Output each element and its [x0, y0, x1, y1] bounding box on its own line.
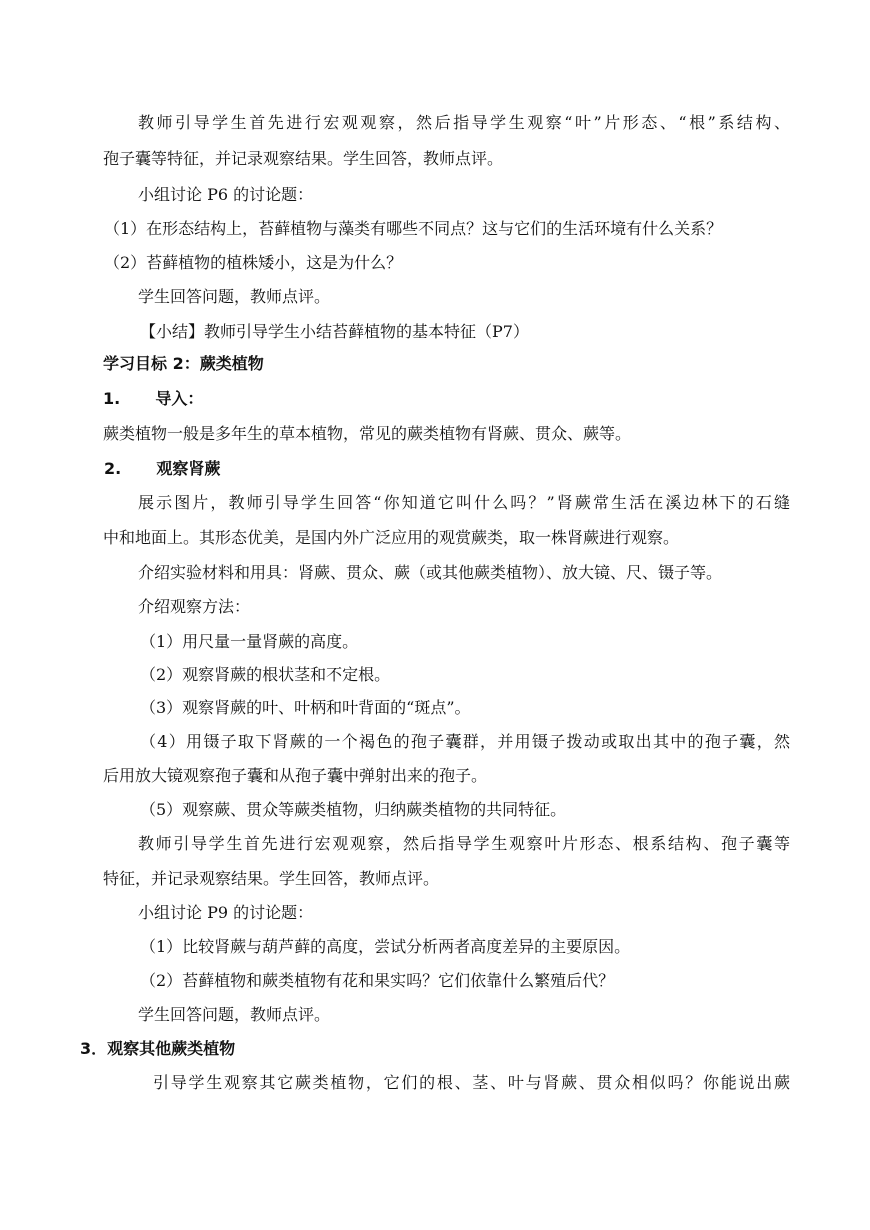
subsection-heading-2: [104, 459, 220, 479]
method-step-5: （5）观察蕨、贯众等蕨类植物，归纳蕨类植物的共同特征。: [140, 800, 567, 819]
paragraph-materials: 介绍实验材料和用具：肾蕨、贯众、蕨（或其他蕨类植物）、放大镜、尺、镊子等。: [138, 563, 723, 582]
paragraph-observation-fern: [138, 834, 790, 854]
paragraph-line: 教师引导学生首先进行宏观观察，然后指导学生观察“叶”片形态、“根”系结构、: [138, 113, 790, 132]
paragraph-method-heading: 介绍观察方法：: [138, 597, 251, 616]
paragraph-line: 展示图片，教师引导学生回答“你知道它叫什么吗？”肾蕨常生活在溪边林下的石缝: [138, 493, 790, 512]
paragraph-line: 后用放大镜观察孢子囊和从孢子囊中弹射出来的孢子。: [103, 766, 488, 785]
discussion-question-p9-1: （1）比较肾蕨与葫芦藓的高度，尝试分析两者高度差异的主要原因。: [140, 937, 631, 956]
paragraph-line: 特征，并记录观察结果。学生回答，教师点评。: [103, 869, 440, 888]
paragraph-line: 教师引导学生首先进行宏观观察，然后指导学生观察叶片形态、根系结构、孢子囊等: [138, 834, 790, 853]
discussion-question-1: （1）在形态结构上，苔藓植物与藻类有哪些不同点？这与它们的生活环境有什么关系？: [104, 219, 723, 238]
subsection-heading-3: 3．观察其他蕨类植物: [80, 1039, 236, 1058]
subsection-number: 1.: [103, 389, 121, 408]
section-heading-goal-2: 学习目标 2：蕨类植物: [103, 354, 264, 373]
paragraph-line: （4）用镊子取下肾蕨的一个褐色的孢子囊群，并用镊子拨动或取出其中的孢子囊，然: [140, 732, 790, 751]
paragraph-line: 中和地面上。其形态优美，是国内外广泛应用的观赏蕨类，取一株肾蕨进行观察。: [103, 528, 680, 547]
paragraph-other-ferns: [153, 1073, 790, 1093]
method-step-1: （1）用尺量一量肾蕨的高度。: [140, 632, 359, 651]
paragraph-student-answer: 学生回答问题，教师点评。: [138, 287, 331, 306]
paragraph-line: 引导学生观察其它蕨类植物，它们的根、茎、叶与肾蕨、贯众相似吗？你能说出蕨: [153, 1073, 790, 1092]
method-step-3: （3）观察肾蕨的叶、叶柄和叶背面的“斑点”。: [140, 698, 471, 717]
method-step-2: （2）观察肾蕨的根状茎和不定根。: [140, 665, 391, 684]
discussion-heading-p9: 小组讨论 P9 的讨论题：: [138, 903, 314, 922]
discussion-question-p9-2: （2）苔藓植物和蕨类植物有花和果实吗？它们依靠什么繁殖后代？: [140, 971, 615, 990]
summary-line: 【小结】教师引导学生小结苔藓植物的基本特征（P7）: [140, 322, 529, 341]
method-step-4: [140, 732, 790, 752]
paragraph-line: 孢子囊等特征，并记录观察结果。学生回答，教师点评。: [103, 149, 504, 168]
subsection-title: 导入：: [155, 389, 204, 408]
paragraph-show-picture: [138, 493, 790, 513]
discussion-question-2: （2）苔藓植物的植株矮小，这是为什么？: [104, 253, 403, 272]
discussion-heading-p6: 小组讨论 P6 的讨论题：: [138, 185, 314, 204]
subsection-title: 观察肾蕨: [156, 459, 221, 478]
subsection-heading-1: [103, 389, 203, 409]
paragraph-fern-intro: 蕨类植物一般是多年生的草本植物，常见的蕨类植物有肾蕨、贯众、蕨等。: [103, 424, 632, 443]
paragraph-student-answer-2: 学生回答问题，教师点评。: [138, 1005, 331, 1024]
subsection-number: 2.: [104, 459, 122, 478]
paragraph-observation-intro: [138, 113, 790, 133]
